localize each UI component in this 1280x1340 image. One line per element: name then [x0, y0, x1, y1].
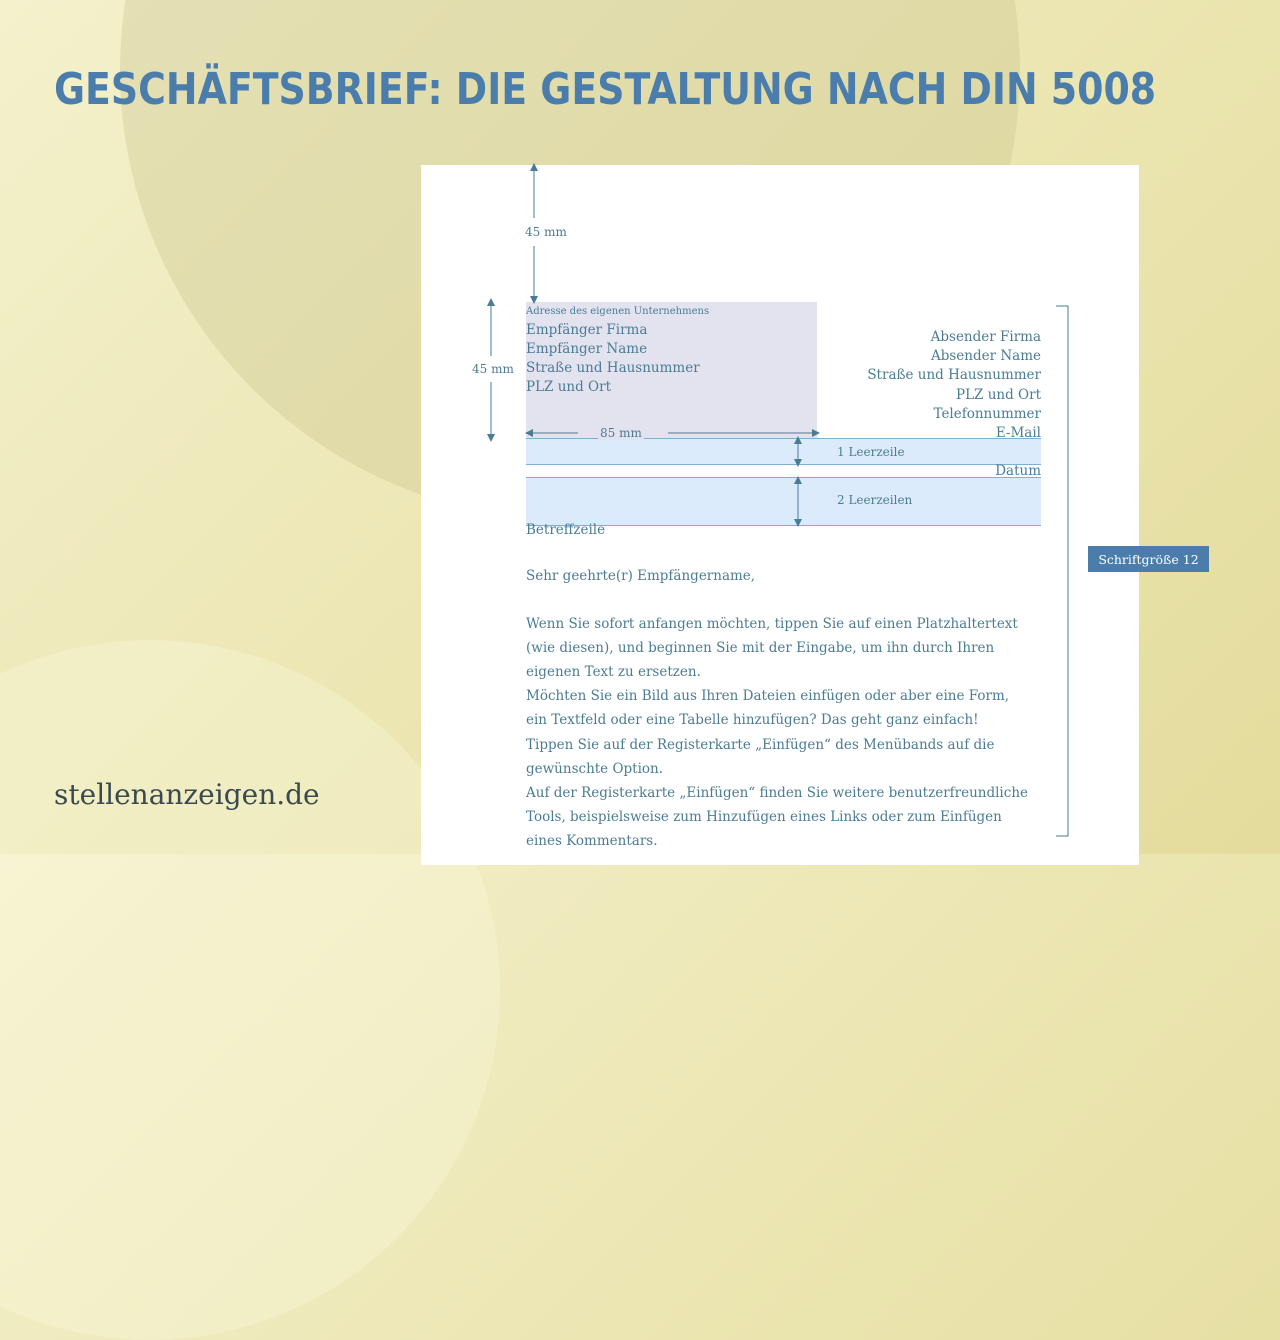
- recipient-company: Empfänger Firma: [526, 322, 648, 338]
- page-title: GESCHÄFTSBRIEF: DIE GESTALTUNG NACH DIN 5008: [54, 64, 1157, 115]
- brand-logo-text: stellenanzeigen.de: [54, 778, 320, 811]
- body-line: Möchten Sie ein Bild aus Ihren Dateien einfügen oder aber eine Form,: [526, 688, 1010, 704]
- recipient-name: Empfänger Name: [526, 341, 648, 357]
- body-line: Tippen Sie auf der Registerkarte „Einfügen“ des Menübands auf die: [526, 737, 995, 753]
- font-size-badge: Schriftgröße 12: [1088, 546, 1209, 572]
- body-line: eines Kommentars.: [526, 833, 658, 849]
- address-width-label: 85 mm: [600, 426, 642, 440]
- one-line-spacing-label: 1 Leerzeile: [837, 445, 905, 459]
- sender-phone: Telefonnummer: [933, 406, 1041, 422]
- sender-return-line: Adresse des eigenen Unternehmens: [526, 306, 710, 317]
- sender-name: Absender Name: [930, 348, 1041, 364]
- sender-street: Straße und Hausnummer: [867, 367, 1041, 383]
- subject-line: Betreffzeile: [526, 522, 606, 538]
- date-line: Datum: [995, 463, 1041, 479]
- body-line: Wenn Sie sofort anfangen möchten, tippen Sie auf einen Platzhaltertext: [526, 616, 1018, 632]
- address-height-label: 45 mm: [472, 362, 514, 376]
- recipient-street: Straße und Hausnummer: [526, 360, 700, 376]
- body-line: Auf der Registerkarte „Einfügen“ finden Sie weitere benutzerfreundliche: [526, 785, 1028, 801]
- sender-city: PLZ und Ort: [956, 387, 1041, 403]
- body-line: ein Textfeld oder eine Tabelle hinzufügen? Das geht ganz einfach!: [526, 712, 979, 728]
- sender-company: Absender Firma: [930, 329, 1041, 345]
- top-margin-label: 45 mm: [525, 225, 567, 239]
- body-line: gewünschte Option.: [526, 761, 664, 777]
- recipient-city: PLZ und Ort: [526, 379, 611, 395]
- two-lines-spacing-label: 2 Leerzeilen: [837, 493, 913, 507]
- body-line: eigenen Text zu ersetzen.: [526, 664, 701, 680]
- sender-email: E-Mail: [995, 425, 1041, 441]
- body-line: (wie diesen), und beginnen Sie mit der Eingabe, um ihn durch Ihren: [526, 640, 995, 656]
- body-line: Tools, beispielsweise zum Hinzufügen eines Links oder zum Einfügen: [526, 809, 1002, 825]
- salutation: Sehr geehrte(r) Empfängername,: [526, 568, 756, 584]
